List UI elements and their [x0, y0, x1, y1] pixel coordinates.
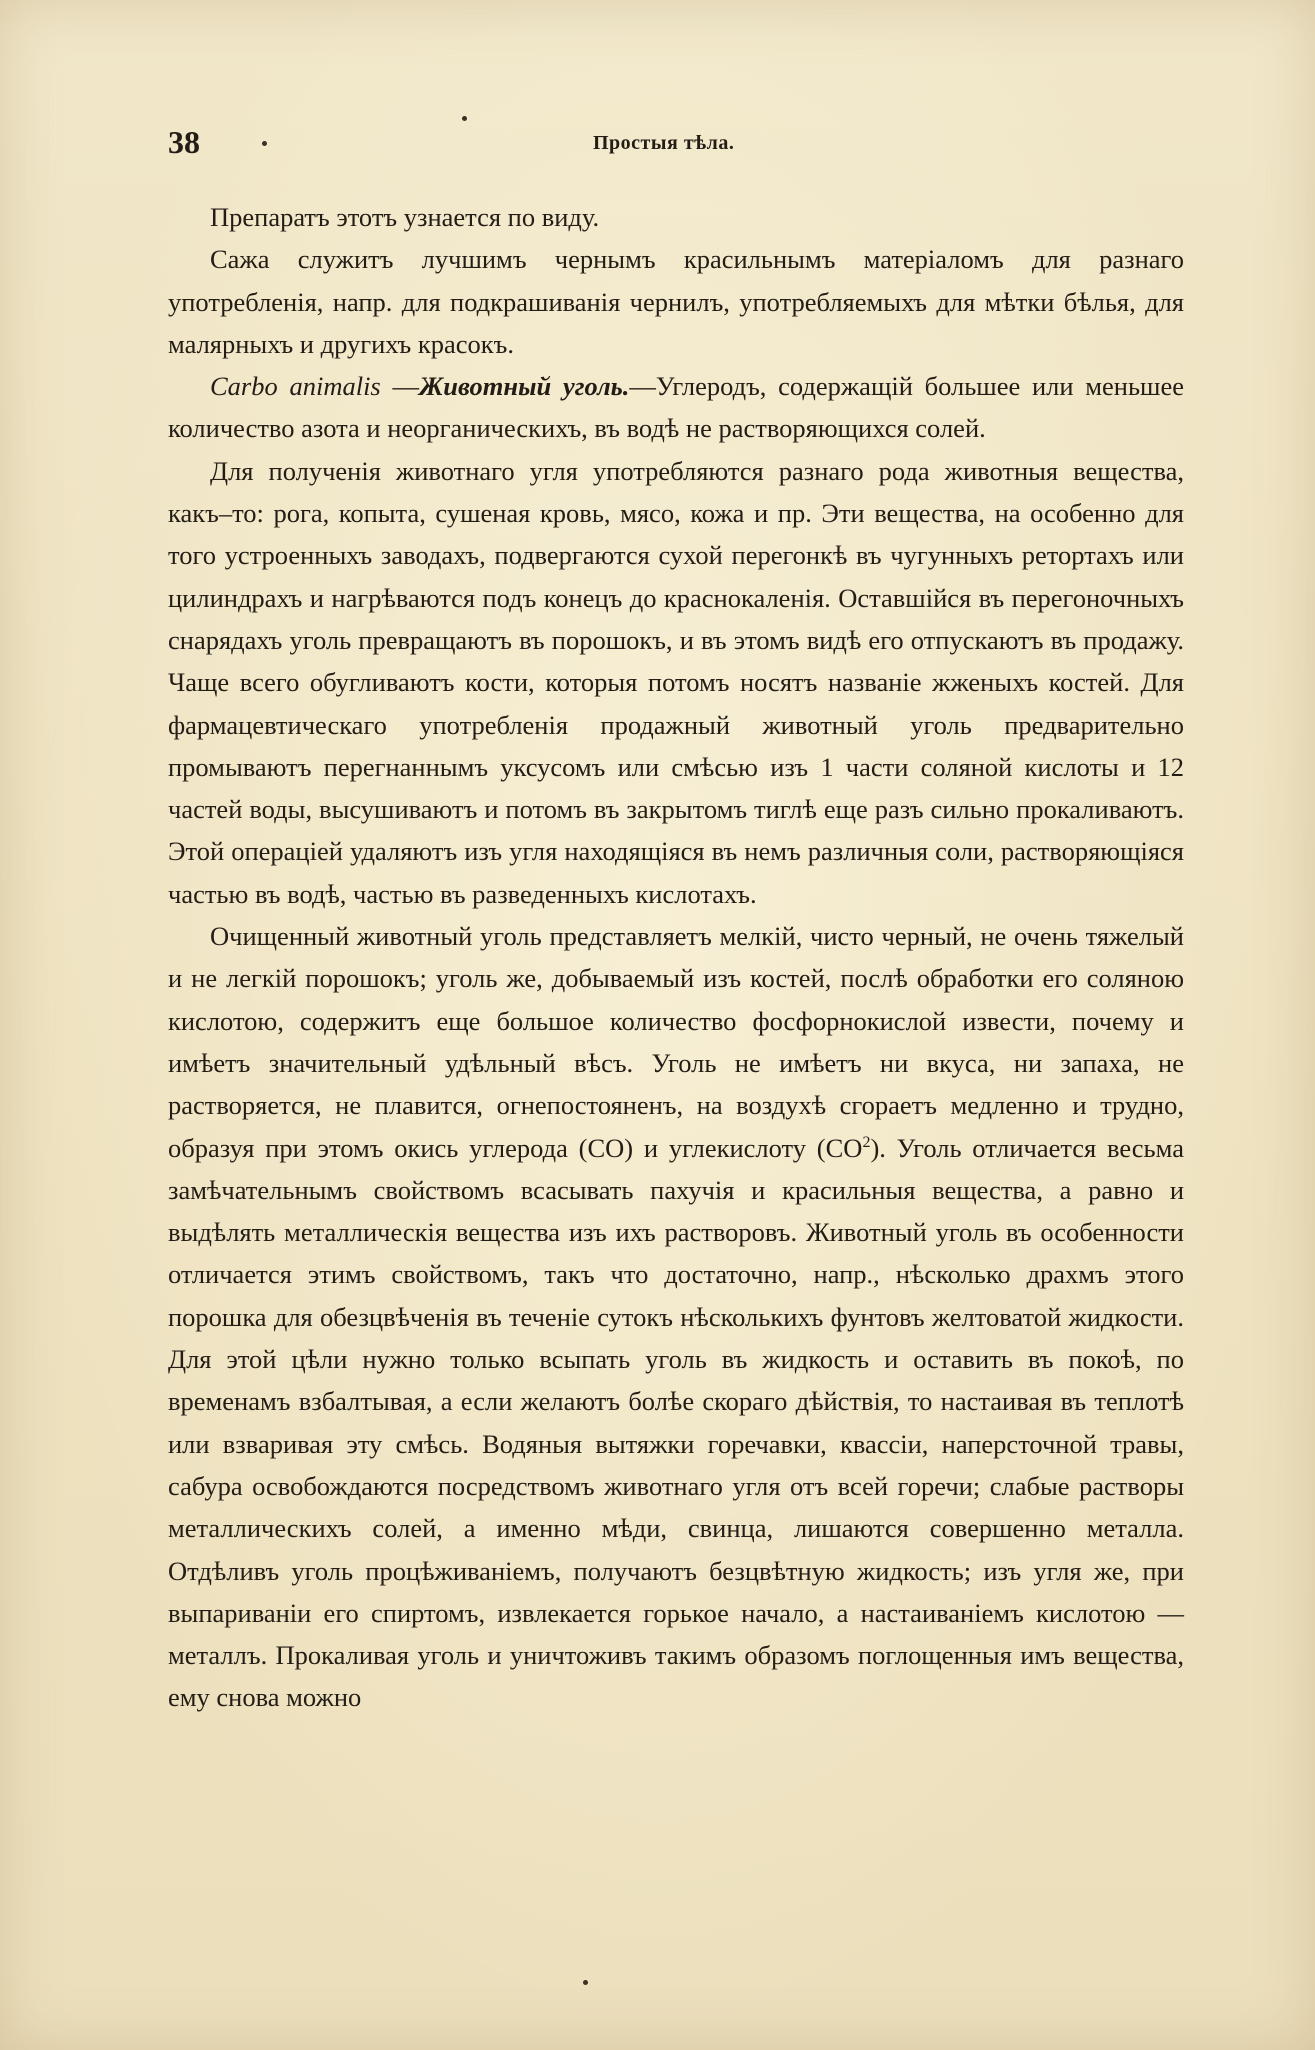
running-title: Простыя тѣла.: [593, 132, 735, 154]
paragraph-1-text: Препаратъ этотъ узнается по виду.: [210, 202, 600, 232]
latin-term: Carbo animalis: [210, 371, 381, 402]
print-speck: [462, 116, 467, 121]
paragraph-5-text-after: ). Уголь отличается весьма замѣчательнымъ свойствомъ всасывать пахучія и красильныя вещества, а равно и выдѣлять металлическія вещества изъ ихъ растворовъ. Животный уголь въ особенности отличается этимъ свойствомъ, такъ что достаточно, напр., нѣсколько драхмъ этого порошка для обезцвѣченія въ теченіе сутокъ нѣсколькихъ фунтовъ желтоватой жидкости. Для этой цѣли нужно только всыпать уголь въ жидкость и оставить въ покоѣ, по временамъ взбалтывая, а если желаютъ болѣе скораго дѣйствія, то настаивая въ теплотѣ или взваривая эту смѣсь. Водяныя вытяжки горечавки, квассіи, наперсточной травы, сабура освобождаются посредствомъ животнаго угля отъ всей горечи; слабые растворы металлическихъ солей, а именно мѣди, свинца, лишаются совершенно металла. Отдѣливъ уголь процѣживаніемъ, получаютъ безцвѣтную жидкость; изъ угля же, при выпариваніи его спиртомъ, извлекается горькое начало, а настаиваніемъ кислотою — металлъ. Прокаливая уголь и уничтоживъ такимъ образомъ поглощенныя имъ вещества, ему снова можно: [168, 1132, 1184, 1713]
paragraph-3-text: —Углеродъ, содержащій большее или меньшее количество азота и неорганическихъ, въ водѣ не растворяющихся солей.: [168, 371, 1184, 444]
paragraph-4: [168, 450, 1184, 915]
print-speck: [262, 141, 267, 146]
paragraph-4-text: Для полученія животнаго угля употребляются разнаго рода животныя вещества, какъ–то: рога, копыта, сушеная кровь, мясо, кожа и пр. Эти вещества, на особенно для того устроенныхъ заводахъ, подвергаются сухой перегонкѣ въ чугунныхъ ретортахъ или цилиндрахъ и нагрѣваются подъ конецъ до краснокаленія. Оставшійся въ перегоночныхъ снарядахъ уголь превращаютъ въ порошокъ, и въ этомъ видѣ его отпускаютъ въ продажу. Чаще всего обугливаютъ кости, которыя потомъ носятъ названіе жженыхъ костей. Для фармацевтическаго употребленія продажный животный уголь предварительно промываютъ перегнаннымъ уксусомъ или смѣсью изъ 1 части соляной кислоты и 12 частей воды, высушиваютъ и потомъ въ закрытомъ тиглѣ еще разъ сильно прокаливаютъ. Этой операціей удаляютъ изъ угля находящіяся въ немъ различныя соли, растворяющіяся частью въ водѣ, частью въ разведенныхъ кислотахъ.: [168, 455, 1184, 909]
paragraph-2: [168, 238, 1184, 365]
co2-superscript: 2: [862, 1133, 871, 1151]
paragraph-2-text: Сажа служитъ лучшимъ чернымъ красильнымъ матеріаломъ для разнаго употребленія, напр. для подкрашиванія чернилъ, употребляемыхъ для мѣтки бѣлья, для малярныхъ и другихъ красокъ.: [168, 244, 1184, 359]
page-number: 38: [168, 124, 200, 160]
paragraph-5: [168, 915, 1184, 1719]
paragraph-1: [168, 196, 1184, 238]
paragraph-5-text-before: Очищенный животный уголь представляетъ мелкій, чисто черный, не очень тяжелый и не легкій порошокъ; уголь же, добываемый изъ костей, послѣ обработки его соляною кислотою, содержитъ еще большое количество фосфорнокислой извести, почему и имѣетъ значительный удѣльный вѣсъ. Уголь не имѣетъ ни вкуса, ни запаха, не растворяется, не плавится, огнепостояненъ, на воздухѣ сгораетъ медленно и трудно, образуя при этомъ окись углерода (CO) и углекислоту (CO: [168, 921, 1184, 1163]
print-speck: [583, 1980, 588, 1985]
term-dash: —: [380, 371, 419, 402]
page-header: [160, 122, 1170, 162]
russian-term: Животный уголь.: [418, 371, 630, 402]
page-body: [168, 196, 1184, 1719]
paragraph-3: [168, 365, 1184, 450]
